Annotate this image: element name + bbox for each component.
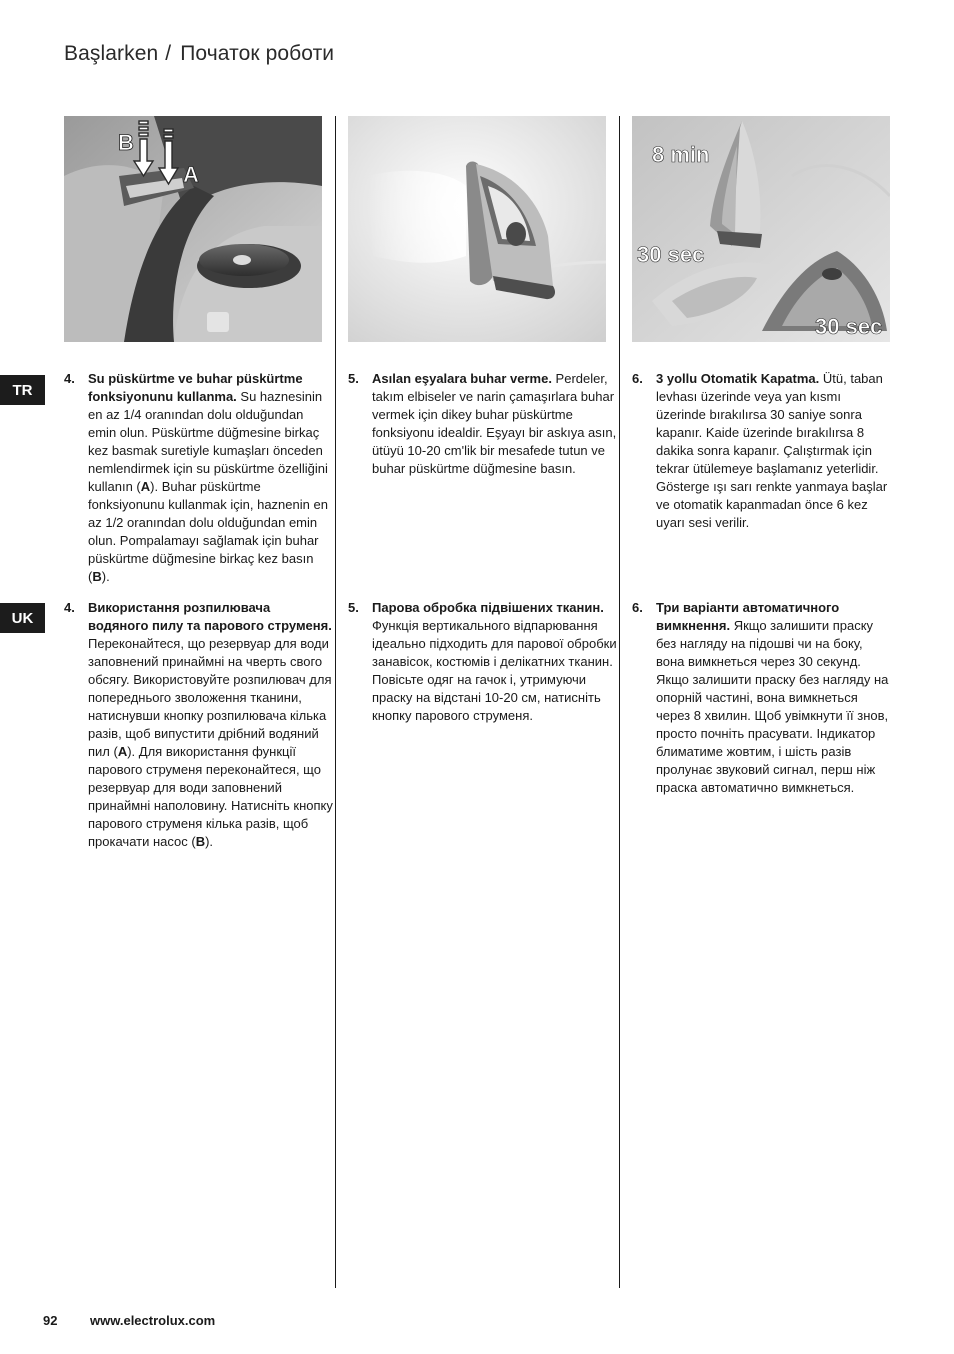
vertical-steam-image	[348, 116, 606, 342]
column-divider-right	[619, 116, 620, 1288]
step-body	[88, 599, 334, 851]
header-title-tr: Başlarken	[64, 42, 159, 65]
step-text: Ütü, taban levhası üzerinde veya yan kısmı üzerinde bırakılırsa 30 saniye sonra kapanır. Kaide üzerinde bırakılırsa 8 dakika sonra kapanır. Çalıştırmak için tekrar ütülemeye başlamanız yeterlidir. Gösterge ışı sarı renkte yanmaya başlar ve otomatik kapanmadan önce 6 kez uyarı sesi verilir.	[656, 371, 888, 530]
step-body	[656, 370, 890, 532]
website-link[interactable]: www.electrolux.com	[90, 1313, 216, 1328]
ref-a: A	[117, 744, 128, 759]
step-uk-4	[64, 599, 334, 851]
auto-shutoff-image	[632, 116, 890, 342]
header-separator: /	[165, 42, 172, 65]
step-number: 5.	[348, 600, 359, 615]
step-tr-4	[64, 370, 334, 586]
label-30-sec-mid: 30 sec	[637, 242, 705, 267]
header-title-uk: Початок роботи	[180, 42, 335, 65]
step-number: 4.	[64, 371, 75, 386]
step-title: 3 yollu Otomatik Kapatma.	[656, 371, 820, 386]
label-a: A	[183, 162, 199, 187]
step-title: Asılan eşyalara buhar verme.	[372, 371, 552, 386]
label-8-min: 8 min	[652, 142, 710, 167]
ref-b: B	[195, 834, 206, 849]
step-body	[372, 599, 618, 725]
step-title: Su püskürtme ve buhar püskürtme fonksiyonunu kullanma.	[88, 371, 303, 404]
step-number: 4.	[64, 600, 75, 615]
step-tr-5	[348, 370, 618, 478]
ref-b: B	[92, 569, 102, 584]
step-text: ).	[101, 569, 110, 584]
column-divider-left	[335, 116, 336, 1288]
step-text: Функція вертикального відпарювання ідеально підходить для парової обробки занавісок, костюмів і делікатних тканин. Повісьте одяг на гачок і, утримуючи праску на відстані 10-20 см, натисніть кнопку парового струменя.	[372, 618, 617, 723]
step-body	[88, 370, 334, 586]
step-text: Su haznesinin en az 1/4 oranından dolu olduğundan emin olun. Püskürtme düğmesine birkaç kez basmak suretiyle kumaşları önceden nemlendirmek için su püskürtme özelliğini kullanın (	[88, 389, 328, 494]
step-body	[656, 599, 890, 797]
step-text: ). Для використання функції парового струменя переконайтеся, що резервуар для води заповнений принаймні наполовину. Натисніть кнопку парового струменя кілька разів, щоб прокачати насос (	[88, 744, 333, 849]
ref-a: A	[140, 479, 151, 494]
spray-steam-buttons-image	[64, 116, 322, 342]
step-number: 6.	[632, 600, 643, 615]
step-number: 5.	[348, 371, 359, 386]
step-title: Використання розпилювача водяного пилу та парового струменя.	[88, 600, 332, 633]
step-body	[372, 370, 618, 478]
step-uk-5	[348, 599, 618, 725]
step-text: Perdeler, takım elbiseler ve narin çamaşırlara buhar vermek için dikey buhar püskürtme fonksiyonu idealdir. Eşyayı bir askıya asın, ütüyü 10-20 cm'lik bir mesafede tutun ve buhar püskürtme düğmesine basın.	[372, 371, 617, 476]
page-header	[64, 42, 334, 66]
label-30-sec-bottom: 30 sec	[815, 314, 883, 339]
step-uk-6	[632, 599, 890, 797]
step-title: Три варіанти автоматичного вимкнення.	[656, 600, 840, 633]
language-tab-uk: UK	[0, 603, 45, 633]
step-tr-6	[632, 370, 890, 532]
step-text: ).	[205, 834, 214, 849]
step-text: Якщо залишити праску без нагляду на підошві чи на боку, вона вимкнеться через 30 секунд. Якщо залишити праску без нагляду на опорній частині, вона вимкнеться через 8 хвилин. Щоб увімкнути її знов, просто почніть прасувати. Індикатор блиматиме жовтим, і шість разів пролунає звуковий сигнал, перш ніж праска автоматично вимкнеться.	[656, 618, 889, 795]
language-tab-tr: TR	[0, 375, 45, 405]
page-number: 92	[43, 1313, 58, 1328]
step-text: Переконайтеся, що резервуар для води заповнений принаймні на чверть свого обсягу. Використовуйте розпилювач для попереднього зволоження тканини, натиснувши кнопку розпилювача кілька разів, щоб випустити дрібний водяний пил (	[88, 636, 332, 759]
step-number: 6.	[632, 371, 643, 386]
step-text: ). Buhar püskürtme fonksiyonunu kullanmak için, haznenin en az 1/2 oranından dolu olduğundan emin olun. Pompalamayı sağlamak için buhar püskürtme düğmesine birkaç kez basın (	[88, 479, 328, 584]
step-title: Парова обробка підвішених тканин.	[372, 600, 604, 615]
label-b: B	[118, 130, 134, 155]
